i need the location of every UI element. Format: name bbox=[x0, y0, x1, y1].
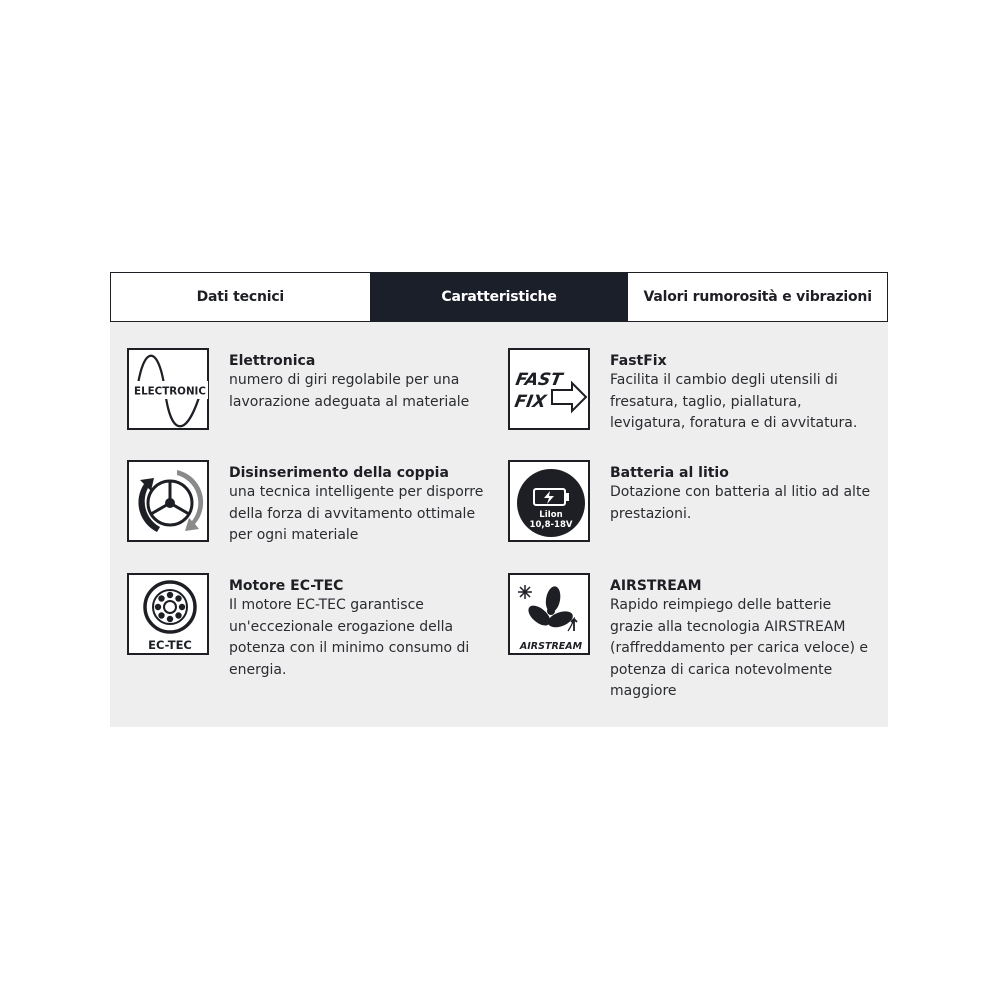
feature-title: FastFix bbox=[610, 353, 667, 369]
feature-description: una tecnica intelligente per disporre della forza di avvitamento ottimale per ogni materiale bbox=[229, 484, 484, 543]
ec-tec-motor-icon bbox=[127, 573, 209, 655]
feature-description: Dotazione con batteria al litio ad alte prestazioni. bbox=[610, 484, 871, 522]
feature-description: Il motore EC-TEC garantisce un'eccezionale erogazione della potenza con il minimo consumo di energia. bbox=[229, 597, 470, 678]
feature-title: AIRSTREAM bbox=[610, 578, 702, 594]
feature-title: Motore EC-TEC bbox=[229, 578, 344, 594]
svg-text:FIX: FIX bbox=[513, 392, 548, 412]
feature-motore-ec-tec bbox=[127, 573, 469, 681]
electronic-icon-text: ELECTRONIC bbox=[134, 385, 206, 398]
product-info-widget bbox=[110, 272, 888, 727]
svg-text:10,8-18V: 10,8-18V bbox=[529, 520, 573, 530]
lithium-battery-icon bbox=[508, 460, 590, 542]
feature-description: Rapido reimpiego delle batterie grazie alla tecnologia AIRSTREAM (raffreddamento per carica veloce) e potenza di carica notevolmente maggiore bbox=[610, 597, 869, 699]
svg-text:AIRSTREAM: AIRSTREAM bbox=[519, 641, 583, 652]
electronic-icon bbox=[127, 348, 209, 430]
tab-dati-tecnici[interactable]: Dati tecnici bbox=[196, 289, 285, 305]
feature-disinserimento-coppia bbox=[127, 460, 483, 547]
feature-batteria-litio bbox=[508, 460, 870, 542]
airstream-icon bbox=[508, 573, 590, 655]
feature-description: numero di giri regolabile per una lavorazione adeguata al materiale bbox=[229, 372, 470, 410]
feature-title: Batteria al litio bbox=[610, 465, 729, 481]
fastfix-icon bbox=[508, 348, 590, 430]
feature-title: Elettronica bbox=[229, 353, 316, 369]
svg-text:LiIon: LiIon bbox=[539, 510, 563, 520]
feature-fastfix bbox=[508, 348, 857, 435]
features-panel bbox=[110, 322, 888, 727]
feature-title: Disinserimento della coppia bbox=[229, 465, 449, 481]
tab-valori-rumorosita[interactable]: Valori rumorosità e vibrazioni bbox=[643, 289, 872, 305]
tab-bar bbox=[110, 272, 888, 322]
svg-text:EC-TEC: EC-TEC bbox=[148, 638, 192, 652]
svg-text:FAST: FAST bbox=[513, 370, 564, 390]
feature-description: Facilita il cambio degli utensili di fresatura, taglio, piallatura, levigatura, foratura e di avvitatura. bbox=[610, 372, 858, 431]
feature-airstream bbox=[508, 573, 868, 703]
tab-caratteristiche[interactable]: Caratteristiche bbox=[370, 273, 629, 321]
torque-clutch-icon bbox=[127, 460, 209, 542]
feature-elettronica bbox=[127, 348, 469, 430]
